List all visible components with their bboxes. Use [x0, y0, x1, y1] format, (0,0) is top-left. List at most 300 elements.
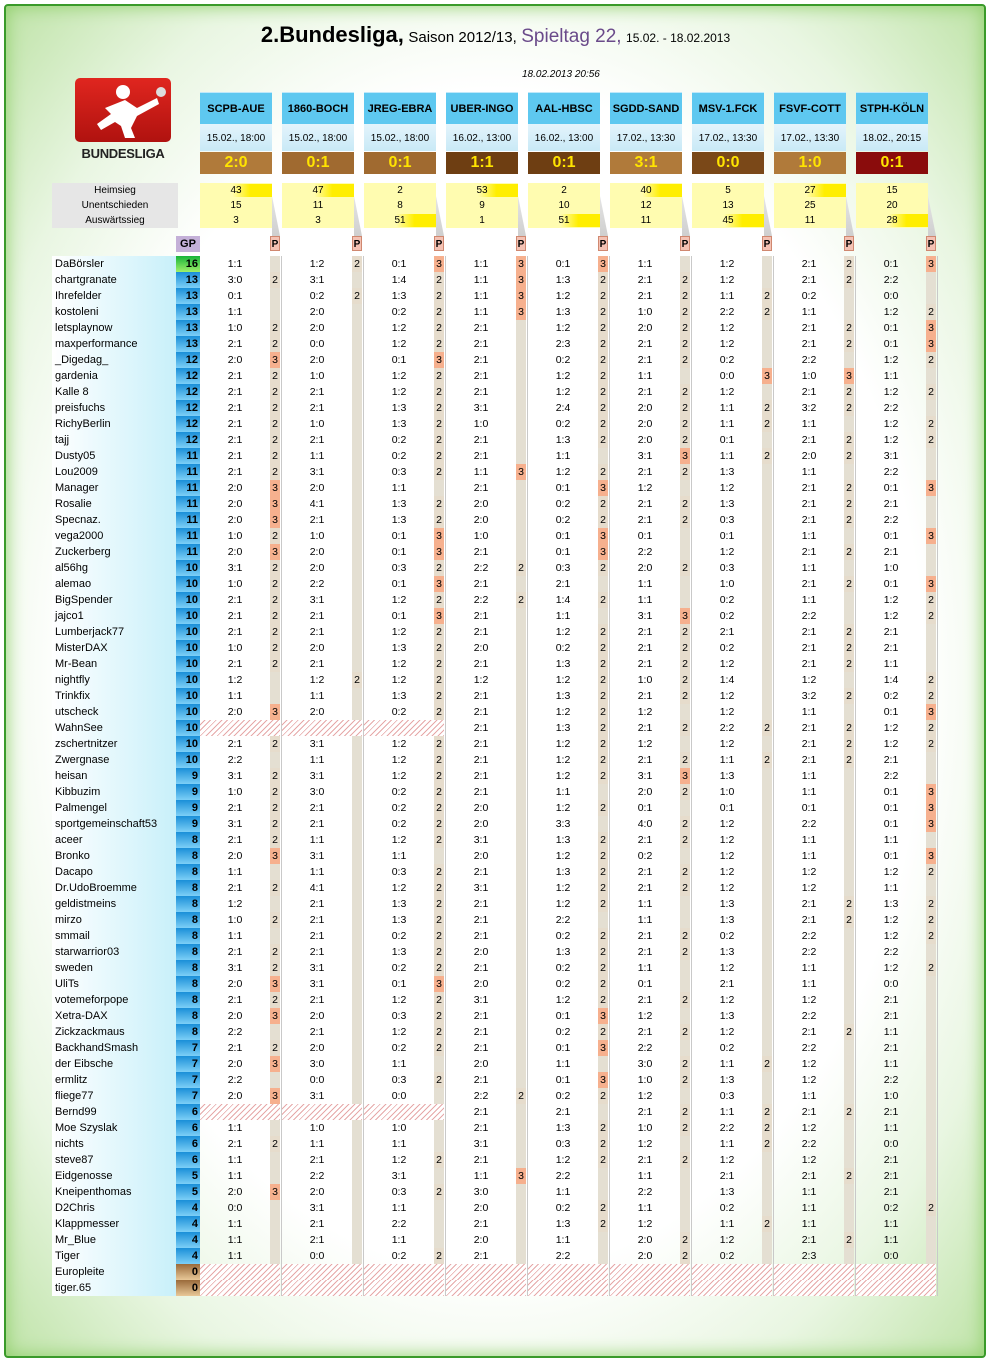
- tip-score: 1:3: [555, 434, 571, 446]
- tip-points: 2: [598, 672, 608, 688]
- tip-score: 2:1: [883, 1106, 899, 1118]
- tip-score: 1:1: [637, 594, 653, 606]
- tip-points: [762, 672, 772, 688]
- tip-points: [762, 1200, 772, 1216]
- tip-points: 3: [926, 256, 936, 272]
- tip-points: [352, 368, 362, 384]
- tip-points: 2: [844, 256, 854, 272]
- tip-points: 2: [598, 560, 608, 576]
- missing-tip: [528, 1264, 608, 1280]
- stat-value: 9: [479, 200, 485, 211]
- tip-points: [516, 656, 526, 672]
- tip-score: 2:1: [801, 738, 817, 750]
- title-league: 2.Bundesliga,: [260, 22, 404, 47]
- tip-score: 2:1: [637, 290, 653, 302]
- tip-points: [516, 832, 526, 848]
- player-points: 10: [176, 704, 200, 720]
- tip-score: 1:0: [473, 418, 489, 430]
- missing-tip: [282, 1280, 362, 1296]
- tip-points: 2: [844, 736, 854, 752]
- tip-points: [270, 752, 280, 768]
- tip-score: 1:3: [555, 658, 571, 670]
- tip-score: 3:1: [309, 962, 325, 974]
- tip-points: [844, 1184, 854, 1200]
- tip-score: 2:1: [637, 834, 653, 846]
- match-column: [200, 92, 272, 234]
- tip-score: 3:1: [473, 994, 489, 1006]
- tip-points: 2: [926, 896, 936, 912]
- match-date: 17.02., 13:30: [692, 124, 764, 151]
- tip-score: 1:1: [227, 690, 243, 702]
- tip-score: 1:3: [555, 946, 571, 958]
- tip-points: 2: [434, 880, 444, 896]
- match-team: JREG-EBRA: [364, 92, 436, 124]
- tip-score: 0:2: [391, 1250, 407, 1262]
- tip-score: 2:0: [637, 1250, 653, 1262]
- tip-score: 2:1: [637, 754, 653, 766]
- table-row: [52, 1024, 940, 1040]
- tip-points: [516, 816, 526, 832]
- tip-score: 2:2: [555, 1170, 571, 1182]
- player-points: 10: [176, 656, 200, 672]
- tip-points: [352, 704, 362, 720]
- tip-points: [516, 848, 526, 864]
- tip-points: [516, 416, 526, 432]
- tip-score: 1:1: [555, 1058, 571, 1070]
- tip-score: 2:1: [637, 946, 653, 958]
- tip-score: 3:1: [227, 770, 243, 782]
- player-name: Dr.UdoBroemme: [52, 880, 176, 896]
- points-header: P: [844, 236, 854, 251]
- tip-score: 0:2: [391, 306, 407, 318]
- tip-score: 1:1: [391, 1058, 407, 1070]
- tip-score: 2:1: [473, 754, 489, 766]
- tip-points: [516, 608, 526, 624]
- missing-tip: [364, 1264, 444, 1280]
- tip-points: 2: [598, 272, 608, 288]
- player-points: 11: [176, 512, 200, 528]
- tip-points: [926, 1008, 936, 1024]
- points-header: P: [434, 236, 444, 251]
- tip-score: 1:1: [883, 1122, 899, 1134]
- tip-score: 0:0: [391, 1090, 407, 1102]
- tip-score: 0:1: [555, 258, 571, 270]
- tip-score: 2:1: [473, 450, 489, 462]
- tip-score: 1:0: [227, 578, 243, 590]
- tip-points: [762, 560, 772, 576]
- tip-score: 1:2: [555, 738, 571, 750]
- table-row: [52, 480, 940, 496]
- tip-score: 0:1: [555, 482, 571, 494]
- tip-points: 2: [926, 672, 936, 688]
- tip-points: [926, 944, 936, 960]
- tip-score: 2:2: [555, 1250, 571, 1262]
- match-stat-draw: [774, 198, 846, 213]
- player-name: Eidgenosse: [52, 1168, 176, 1184]
- label-unentschieden: Unentschieden: [52, 198, 178, 213]
- tip-score: 1:0: [637, 306, 653, 318]
- table-row: [52, 1152, 940, 1168]
- tip-points: 2: [434, 288, 444, 304]
- tip-points: [680, 544, 690, 560]
- player-name: utscheck: [52, 704, 176, 720]
- gp-header: GP: [176, 236, 200, 252]
- match-stat-draw: [282, 198, 354, 213]
- tip-points: [516, 624, 526, 640]
- tip-points: [352, 768, 362, 784]
- tip-points: 2: [844, 320, 854, 336]
- tip-score: 2:1: [801, 722, 817, 734]
- match-result: 0:0: [692, 152, 764, 174]
- tip-points: [762, 1168, 772, 1184]
- tip-points: [680, 368, 690, 384]
- tip-points: [762, 496, 772, 512]
- tip-score: 1:1: [309, 450, 325, 462]
- player-name: smmail: [52, 928, 176, 944]
- tip-score: 1:2: [555, 802, 571, 814]
- tip-score: 3:1: [309, 1090, 325, 1102]
- tip-points: 2: [680, 832, 690, 848]
- column-line: [773, 256, 774, 1296]
- tip-score: 0:1: [391, 354, 407, 366]
- tip-points: 2: [680, 1104, 690, 1120]
- tip-score: 2:0: [473, 850, 489, 862]
- tip-points: [598, 608, 608, 624]
- tip-score: 2:1: [309, 1154, 325, 1166]
- tip-score: 0:1: [555, 1010, 571, 1022]
- tip-points: 2: [270, 560, 280, 576]
- tip-score: 1:2: [801, 1058, 817, 1070]
- tip-score: 1:2: [801, 1074, 817, 1086]
- match-stat-draw: [364, 198, 436, 213]
- tip-score: 1:2: [719, 962, 735, 974]
- points-header: P: [270, 236, 280, 251]
- tip-points: 2: [598, 1200, 608, 1216]
- tip-points: [352, 304, 362, 320]
- tip-score: 1:1: [391, 850, 407, 862]
- tip-points: 3: [926, 480, 936, 496]
- tip-score: 1:1: [801, 786, 817, 798]
- tip-points: 2: [434, 1152, 444, 1168]
- tip-score: 1:1: [555, 610, 571, 622]
- tip-score: 2:1: [637, 498, 653, 510]
- tip-points: 2: [598, 976, 608, 992]
- tip-points: [352, 1024, 362, 1040]
- tip-score: 2:1: [473, 546, 489, 558]
- tip-points: [352, 640, 362, 656]
- stat-value: 3: [233, 215, 239, 226]
- tip-table: [52, 256, 940, 1296]
- match-stat-draw: [200, 198, 272, 213]
- tip-score: 2:1: [883, 1170, 899, 1182]
- tip-points: 2: [598, 1120, 608, 1136]
- tip-points: 2: [762, 1120, 772, 1136]
- tip-points: [926, 1216, 936, 1232]
- tip-points: [352, 1152, 362, 1168]
- tip-points: [516, 880, 526, 896]
- tip-points: [352, 752, 362, 768]
- tip-score: 2:1: [473, 770, 489, 782]
- tip-score: 2:1: [473, 1010, 489, 1022]
- tip-points: 3: [270, 1184, 280, 1200]
- tip-score: 1:3: [555, 866, 571, 878]
- tip-points: 2: [434, 512, 444, 528]
- player-points: 12: [176, 400, 200, 416]
- tip-score: 2:0: [637, 562, 653, 574]
- tip-points: [352, 608, 362, 624]
- tip-score: 2:2: [309, 578, 325, 590]
- tip-score: 2:1: [473, 1250, 489, 1262]
- tip-score: 2:1: [801, 258, 817, 270]
- match-date: 15.02., 18:00: [282, 124, 354, 151]
- tip-score: 1:2: [555, 994, 571, 1006]
- tip-points: 2: [270, 400, 280, 416]
- tip-score: 2:1: [309, 1218, 325, 1230]
- player-points: 12: [176, 432, 200, 448]
- player-points: 8: [176, 864, 200, 880]
- tip-score: 2:1: [309, 658, 325, 670]
- tip-points: [926, 1056, 936, 1072]
- table-row: [52, 272, 940, 288]
- player-points: 12: [176, 352, 200, 368]
- missing-tip: [856, 1280, 936, 1296]
- tip-points: [926, 400, 936, 416]
- tip-points: 2: [844, 512, 854, 528]
- tip-score: 1:2: [719, 1154, 735, 1166]
- tip-points: 2: [434, 384, 444, 400]
- tip-points: [516, 512, 526, 528]
- tip-score: 1:1: [883, 1234, 899, 1246]
- table-row: [52, 1072, 940, 1088]
- tip-points: 2: [762, 416, 772, 432]
- tip-points: [516, 336, 526, 352]
- tip-points: [516, 1120, 526, 1136]
- tip-score: 2:1: [227, 370, 243, 382]
- tip-points: [352, 816, 362, 832]
- tip-score: 1:1: [801, 978, 817, 990]
- tip-score: 1:1: [801, 1186, 817, 1198]
- tip-score: 2:1: [801, 1026, 817, 1038]
- tip-points: [844, 1120, 854, 1136]
- tip-score: 2:1: [637, 1106, 653, 1118]
- tip-score: 1:2: [719, 818, 735, 830]
- match-stat-away: [610, 213, 682, 228]
- tip-points: 2: [434, 784, 444, 800]
- tip-score: 2:2: [801, 930, 817, 942]
- tip-score: 2:1: [473, 658, 489, 670]
- tip-score: 2:2: [227, 754, 243, 766]
- tip-points: [270, 1024, 280, 1040]
- stat-value: 1: [479, 215, 485, 226]
- tip-points: [352, 576, 362, 592]
- tip-score: 0:1: [637, 530, 653, 542]
- tip-points: 3: [516, 288, 526, 304]
- tip-points: 2: [680, 1232, 690, 1248]
- tip-points: 2: [680, 1056, 690, 1072]
- tip-score: 2:1: [227, 466, 243, 478]
- match-stat-draw: [446, 198, 518, 213]
- player-name: aceer: [52, 832, 176, 848]
- tip-score: 1:2: [883, 738, 899, 750]
- points-header: P: [680, 236, 690, 251]
- player-points: 9: [176, 784, 200, 800]
- match-stat-home: [446, 183, 518, 198]
- tip-score: 0:3: [391, 1074, 407, 1086]
- tip-score: 0:2: [555, 978, 571, 990]
- tip-score: 2:2: [801, 946, 817, 958]
- tip-points: [516, 1232, 526, 1248]
- tip-score: 1:1: [555, 450, 571, 462]
- tip-score: 1:1: [719, 754, 735, 766]
- player-name: Palmengel: [52, 800, 176, 816]
- tip-points: 2: [680, 352, 690, 368]
- tip-score: 1:2: [555, 898, 571, 910]
- tip-score: 2:1: [637, 274, 653, 286]
- tip-score: 2:2: [883, 402, 899, 414]
- tip-score: 2:0: [309, 546, 325, 558]
- tip-score: 2:1: [473, 1026, 489, 1038]
- tip-points: 3: [434, 976, 444, 992]
- tip-score: 1:3: [391, 690, 407, 702]
- match-date: 18.02., 20:15: [856, 124, 928, 151]
- player-points: 12: [176, 368, 200, 384]
- tip-score: 1:3: [555, 690, 571, 702]
- tip-points: [352, 1232, 362, 1248]
- player-name: Rosalie: [52, 496, 176, 512]
- tip-score: 0:2: [883, 1202, 899, 1214]
- column-line: [937, 256, 938, 1296]
- tip-score: 2:1: [227, 946, 243, 958]
- table-row: [52, 640, 940, 656]
- table-row: [52, 768, 940, 784]
- tip-score: 1:0: [801, 370, 817, 382]
- tip-score: 2:0: [227, 706, 243, 718]
- tip-score: 1:1: [555, 1186, 571, 1198]
- tip-points: [926, 992, 936, 1008]
- tip-score: 0:2: [555, 642, 571, 654]
- tip-score: 2:1: [473, 722, 489, 734]
- tip-score: 3:1: [309, 738, 325, 750]
- tip-score: 1:3: [883, 898, 899, 910]
- tip-points: 2: [270, 272, 280, 288]
- tip-score: 2:1: [883, 994, 899, 1006]
- table-row: [52, 400, 940, 416]
- tip-score: 1:0: [883, 562, 899, 574]
- tip-points: 2: [598, 752, 608, 768]
- tip-score: 3:1: [309, 466, 325, 478]
- tip-points: 3: [598, 544, 608, 560]
- tip-points: 2: [680, 672, 690, 688]
- tip-points: [762, 640, 772, 656]
- match-date: 15.02., 18:00: [200, 124, 272, 151]
- tip-points: [762, 576, 772, 592]
- stat-value: 51: [558, 215, 570, 226]
- tip-score: 0:1: [555, 1042, 571, 1054]
- tip-score: 0:3: [391, 1186, 407, 1198]
- stat-value: 28: [886, 215, 898, 226]
- tip-points: 2: [680, 560, 690, 576]
- tip-points: [516, 1200, 526, 1216]
- tip-points: [762, 800, 772, 816]
- tip-score: 2:1: [801, 322, 817, 334]
- tip-score: 1:2: [719, 258, 735, 270]
- match-column: [610, 92, 682, 234]
- tip-score: 1:1: [801, 1090, 817, 1102]
- tip-points: [762, 384, 772, 400]
- tip-score: 0:2: [391, 1042, 407, 1054]
- stat-value: 15: [230, 200, 242, 211]
- tip-points: [762, 832, 772, 848]
- stat-value: 2: [561, 185, 567, 196]
- tip-score: 2:0: [637, 786, 653, 798]
- tip-points: [516, 320, 526, 336]
- match-column: [364, 92, 436, 234]
- tip-points: 2: [434, 768, 444, 784]
- tip-points: 2: [598, 400, 608, 416]
- tip-score: 2:1: [801, 1234, 817, 1246]
- tip-points: 3: [434, 528, 444, 544]
- tip-points: 2: [762, 400, 772, 416]
- table-row: [52, 496, 940, 512]
- player-points: 9: [176, 800, 200, 816]
- tip-points: [270, 688, 280, 704]
- tip-points: [762, 320, 772, 336]
- tip-points: [434, 1136, 444, 1152]
- tip-score: 1:1: [473, 274, 489, 286]
- tip-points: 2: [270, 528, 280, 544]
- tip-points: [270, 1248, 280, 1264]
- tip-points: [352, 320, 362, 336]
- tip-points: [352, 1248, 362, 1264]
- tip-points: 3: [926, 800, 936, 816]
- tip-points: 2: [680, 864, 690, 880]
- tip-points: [516, 1136, 526, 1152]
- tip-points: [762, 1024, 772, 1040]
- tip-score: 2:0: [309, 306, 325, 318]
- tip-score: 1:3: [719, 466, 735, 478]
- player-name: BackhandSmash: [52, 1040, 176, 1056]
- tip-points: 2: [926, 864, 936, 880]
- tip-points: [270, 928, 280, 944]
- tip-points: [352, 352, 362, 368]
- tip-points: [680, 704, 690, 720]
- player-points: 5: [176, 1184, 200, 1200]
- tip-score: 1:2: [391, 658, 407, 670]
- tip-score: 1:1: [309, 754, 325, 766]
- tip-points: 2: [844, 656, 854, 672]
- tip-points: [762, 736, 772, 752]
- tip-score: 2:1: [801, 434, 817, 446]
- tip-score: 0:0: [309, 1074, 325, 1086]
- player-points: 11: [176, 496, 200, 512]
- tip-points: [352, 736, 362, 752]
- tip-score: 1:1: [801, 594, 817, 606]
- tip-score: 2:0: [227, 514, 243, 526]
- tip-score: 1:1: [637, 258, 653, 270]
- tip-points: [680, 1168, 690, 1184]
- tip-score: 1:1: [719, 450, 735, 462]
- table-row: [52, 1248, 940, 1264]
- tip-score: 1:1: [883, 882, 899, 894]
- tip-score: 1:3: [391, 914, 407, 926]
- tip-score: 1:2: [391, 994, 407, 1006]
- match-team: MSV-1.FCK: [692, 92, 764, 124]
- tip-points: [762, 784, 772, 800]
- player-name: Moe Szyslak: [52, 1120, 176, 1136]
- tip-points: [516, 1056, 526, 1072]
- tip-points: [352, 944, 362, 960]
- tip-points: 2: [926, 736, 936, 752]
